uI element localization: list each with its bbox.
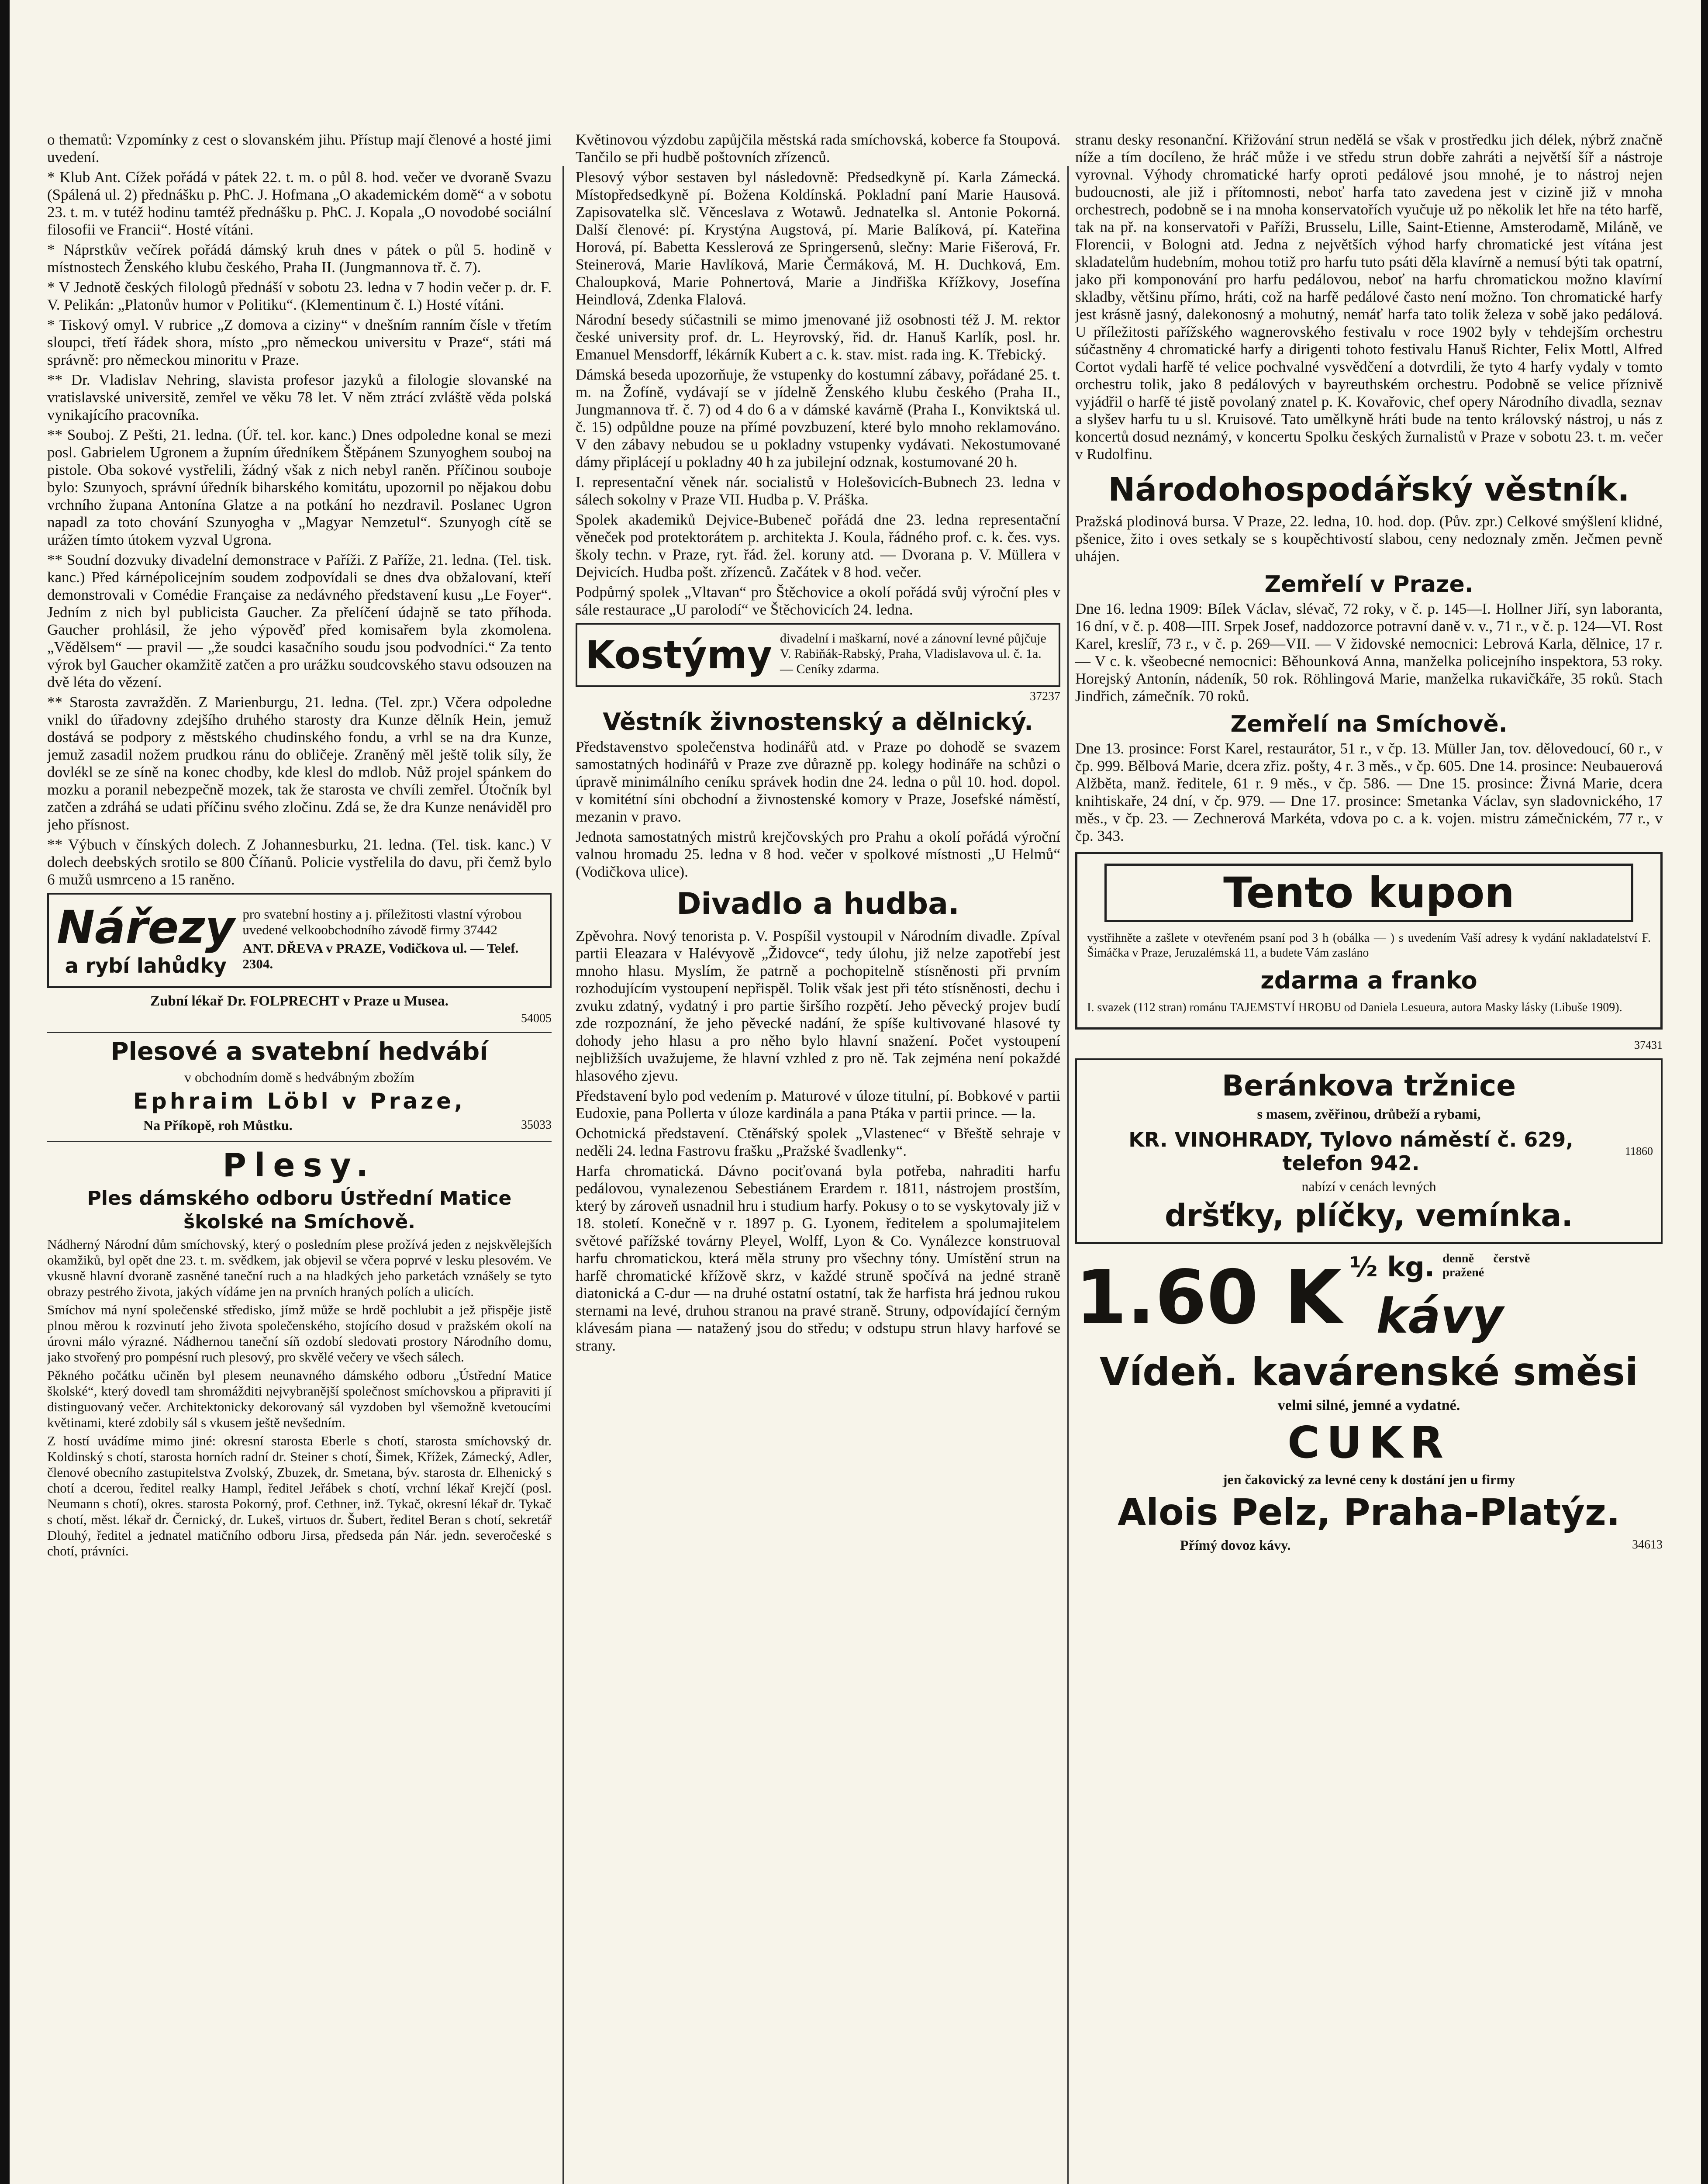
news-item: Dne 13. prosince: Forst Karel, restaurátor, 51 r., v čp. 13. Müller Jan, tov. dělovedoucí, 60 r., v čp. 999. Bělbová Marie, dcera zřiz. pošty, 4 r. 3 měs., v čp. 605. Dne 14. prosince: Neubauerová Alžběta, manž. ředitele, 61 r. 9 měs., v čp. 586. — Dne 15. prosince: Živná Marie, dcera knihtiskaře, 24 dní, v čp. 979. — Dne 17. prosince: Smetanka Václav, syn sladovnického, 17 měs., v čp. 23. — Zechnerová Markéta, vdova po c. a k. vojen. mistru zámečnickém, 77 r., v čp. 343. (1075, 740, 1663, 844)
news-item: o thematů: Vzpomínky z cest o slovanském jihu. Přístup mají členové a hosté jimi uvedení. (47, 131, 552, 166)
section-heading: Zemřelí na Smíchově. (1230, 711, 1508, 737)
ad-price: 1.60 K (1075, 1254, 1342, 1341)
news-item: Pražská plodinová bursa. V Praze, 22. ledna, 10. hod. dop. (Pův. zpr.) Celkové smýšlení klidné, pšenice, žito i oves setkaly se s koupěchtivostí slabou, ceny nedoznaly změn. Ječmen pevně uhájen. (1075, 513, 1663, 565)
news-item: ** Soudní dozvuky divadelní demonstrace v Paříži. Z Paříže, 21. ledna. (Tel. tisk. kanc.) Před kárnépolicejním soudem zodpovídali se dnes dva obžalovaní, kteří demonstrovali v Comédie Française za nedávného představení kusu „Le Foyer“. Jedním z nich byl publicista Gaucher. Za přelíčení údajně se tato příhoda. Gaucher prohlásil, že jeho výpověď před komisařem byla zkomolena. „Vědělsem“ — pravil — „že soudci kasačního soudu jsou podvodníci.“ Za tento výrok byl Gaucher okamžitě zatčen a pro urážku soudcovského stavu odsouzen na dvě léta do vězení. (47, 551, 552, 691)
ad-number: 37431 (1634, 1039, 1663, 1051)
ad-title: Plesové a svatební hedvábí (110, 1037, 488, 1066)
ad-fresh: denně čerstvě pražené (1442, 1251, 1530, 1279)
coupon-free: zdarma a franko (1260, 967, 1477, 994)
article-paragraph: Pěkného počátku učiněn byl plesem neunavného dámského odboru „Ústřední Matice školské“, který dovedl tam shromážditi nejvybranější společnost smíchovskou a připraviti jí distinguovaný večer. Architektonicky dekorovaný sál vyzdoben byl všemožně kvetoucími květinami, které zdobily sál s vkusem ještě nevšedním. (47, 1368, 552, 1430)
news-item: Dne 16. ledna 1909: Bílek Václav, slévač, 72 roky, v č. p. 145—I. Hollner Jiří, syn laboranta, 16 dní, v č. p. 408—III. Srpek Josef, naddozorce potravní daně v. v., 71 r., v č. p. 124—VI. Rost Karel, kreslíř, 73 r., v č. p. 269—VII. — V židovské nemocnici: Lebrová Karla, dělnice, 17 r. — V c. k. všeobecné nemocnici: Běhounková Anna, manželka policejního inspektora, 53 roky. Horejský Antonín, nádeník, 50 rok. Röhlingová Marie, manželka rukavičkáře, 35 roků. Stach Jindřich, zámečník. 70 roků. (1075, 600, 1663, 705)
news-item: Jednota samostatných mistrů krejčovských pro Prahu a okolí pořádá výroční valnou hromadu 25. ledna v 8 hod. večer v spolkové místnosti „U Helmů“ (Vodičkova ulice). (576, 828, 1060, 880)
news-item: Květinovou výzdobu zapůjčila městská rada smíchovská, koberce fa Stoupová. Tančilo se při hudbě poštovních zřízenců. (576, 131, 1060, 166)
ad-number: 54005 (521, 1012, 552, 1025)
news-item: Podpůrný spolek „Vltavan“ pro Štěchovice a okolí pořádá svůj výroční ples v sále restaurace „U parolodí“ ve Štěchovicích 24. ledna. (576, 584, 1060, 618)
column-3 (1075, 131, 1663, 2184)
article-paragraph: Z hostí uvádíme mimo jiné: okresní starosta Eberle s chotí, starosta smíchovský dr. Koldinský s chotí, starosta horních radní dr. Steiner s chotí, Šimek, Křížek, Zámecký, Adler, členové obecního zastupitelstva Zvolský, Zbuzek, dr. Smetana, býv. starosta dr. Elhenický s chotí a dcerou, ředitel realky Hampl, ředitel Jeřábek s chotí, vrchní lékař Krejčí (posl. Neumann s chotí), okres. starosta Pokorný, prof. Cethner, inž. Tykač, okresní lékař dr. Tykač s chotí, měst. lékař dr. Černický, dr. Lukeš, virtuos dr. Šubert, ředitel Beran s chotí, sekretář Dlouhý, ředitel a jednatel matičního odboru Jirsa, předseda pán Nár. jedn. severočeské s chotí, právníci. (47, 1433, 552, 1559)
ad-title: Beránkova tržnice (1221, 1069, 1516, 1102)
ad-subtitle: s masem, zvěřinou, drůbeží a rybami, (1257, 1106, 1481, 1122)
ad-text: v obchodním domě s hedvábným zbožím (184, 1069, 414, 1085)
ad-title: Nářezy (57, 901, 235, 954)
article-paragraph: Nádherný Národní dům smíchovský, který o posledním plese prožívá jeden z nejskvělejších okamžiků, byl opět dne 23. t. m. svědkem, jak objevil se včera poprvé v lesku plesovém. Ve vkusně hlavní dvoraně zasněné taneční ruch a na hladkých jeho parketách vznášely se tyto obrazy pestrého života, jakých vídáme jen na prvních hraných polích a ulicích. (47, 1237, 552, 1299)
ad-cukr: CUKR (1287, 1417, 1451, 1468)
news-item: Dámská beseda upozorňuje, že vstupenky do kostumní zábavy, pořádané 25. t. m. na Žofíně, vydávají se v jídelně Ženského klubu českého (Praha II., Jungmannova tř. č. 7) od 4 do 6 a v dámské kavárně (Praha I., Konviktská ul. č. 15) odpůldne pouze na přímé povzbuzení, které bylo mnoho reklamováno. V den zábavy nebudou se u pokladny vstupenky vydávati. Nekostumované dámy připlácejí u pokladny 40 h za jubilejní odznak, kostumované 20 h. (576, 366, 1060, 470)
article-paragraph: Smíchov má nyní společenské středisko, jímž může se hrdě pochlubit a jež přispěje jistě plnou měrou k rozvinutí jeho života společenského, stojícího dosud v pražském okolí na úrovni málo výrazné. Nádhernou taneční síň ozdobí sledovati prostory Národního domu, jako stvořený pro pompésní ruch plesový, pro skvělé večery ve všech sálech. (47, 1302, 552, 1365)
ad-unit: ½ kg. (1349, 1251, 1435, 1283)
coupon-book: I. svazek (112 stran) románu TAJEMSTVÍ HROBU od Daniela Lesueura, autora Masky lásky (Libuše 1909). (1087, 1001, 1622, 1014)
article-paragraph: Harfa chromatická. Dávno pociťovaná byla potřeba, nahraditi harfu pedálovou, vynalezenou Sebestiánem Erardem r. 1811, nástrojem prostším, který by zároveň usnadnil hru i studium harfy. Pokusy o to se vyskytovaly již v 18. století. Konečně v r. 1897 p. G. Lyonem, ředitelem a spolumajitelem světové pařížské továrny Pleyel, Wolff, Lyon & Co. Vynálezce konstruoval harfu chromatickou, která měla struny pro všechny tóny. Umístění strun na harfě chromatické křížově skrz, v každé struně spočívá na jedné straně diatonická a C-dur — na druhé ostatní ostatní, tak že harfista hrá jednou rukou sternami na levé, druhou stranou na pravé straně. Struny, odpovídající černým klávesám piana — natažený jsou do středu; v odstupu strun hlavy harfové se strany. (576, 1162, 1060, 1354)
article-paragraph: Ochotnická představení. Ctěnářský spolek „Vlastenec“ v Břeště sehraje v neděli 24. ledna Fastrovu frašku „Pražské švadlenky“. (576, 1125, 1060, 1159)
section-heading: Národohospodářský věstník. (1108, 471, 1630, 508)
news-item: * Tiskový omyl. V rubrice „Z domova a ciziny“ v dnešním ranním čísle v třetím sloupci, třetí řádek shora, místo „pro německou universitu v Praze“, státi má správně: pro německou minoritu v Praze. (47, 316, 552, 368)
coupon-box[interactable] (1075, 852, 1663, 1030)
section-heading: Věstník živnostenský a dělnický. (603, 708, 1033, 736)
news-item: ** Výbuch v čínských dolech. Z Johannesburku, 21. ledna. (Tel. tisk. kanc.) V dolech deebských srotilo se 800 Číňanů. Policie vystřelila do davu, při čemž bylo 6 mužů usmrceno a 15 raněno. (47, 836, 552, 888)
section-heading: Zemřelí v Praze. (1264, 571, 1473, 598)
ad-kava (1075, 1248, 1663, 1347)
news-item: * V Jednotě českých filologů přednáší v sobotu 23. ledna v 7 hodin večer p. dr. F. V. Pelikán: „Platonův humor v Politiku“. (Klementinum č. I.) Hosté vítáni. (47, 279, 552, 313)
ad-text: pro svatební hostiny a j. příležitosti vlastní výrobou uvedené velkoobchodního závodě firmy 37442 (242, 906, 522, 937)
ad-address: KR. VINOHRADY, Tylovo náměstí č. 629, telefon 942. (1128, 1128, 1573, 1175)
news-item: Představenstvo společenstva hodinářů atd. v Praze po dohodě se svazem samostatných hodinářů v Praze zve důrazně pp. kolegy hodináře na schůzi o úpravě minimálního ceníku správek hodin dne 24. ledna o půl 10. hod. dopol. v komitétní síni obchodní a živnostenské komory v Praze, Josefské náměstí, mezanin v pravo. (576, 738, 1060, 825)
section-heading: Plesy. (222, 1147, 376, 1184)
coupon-title: Tento kupon (1104, 864, 1633, 922)
ad-word: kávy (1376, 1288, 1504, 1344)
news-item: * Klub Ant. Cížek pořádá v pátek 22. t. m. o půl 8. hod. večer ve dvoraně Svazu (Spálená ul. 2) přednášku p. PhC. J. Hofmana „O akademickém domě“ a v sobotu 23. t. m. v tutéž hodinu tamtéž přednášku p. PhC. J. Kopala „O novodobé sociální filosofii ve Francii“. Hosté vítáni. (47, 169, 552, 238)
ad-note: velmi silné, jemné a vydatné. (1277, 1397, 1460, 1413)
column-rule (562, 166, 564, 2184)
ad-number: 35033 (521, 1118, 552, 1132)
column-1 (47, 131, 552, 2184)
news-item: * Náprstkův večírek pořádá dámský kruh dnes v pátek o půl 5. hodině v místnostech Ženského klubu českého, Praha II. (Jungmannova tř. č. 7). (47, 241, 552, 276)
news-item: ** Souboj. Z Pešti, 21. ledna. (Úř. tel. kor. kanc.) Dnes odpoledne konal se mezi posl. Gabrielem Ugronem a župním úředníkem Štěpánem Szunyoghem souboj na pistole. Oba sokové vystřelili, žádný však z nich nebyl raněn. Příčinou souboje bylo: Szunyoch, správní úředník biharského komitátu, upozornil po nějakou dobu vrchního župana Antonína Glatze a na potkání ho nezdravil. Poslanec Ugron napadl za toto chování Szunyogha v „Magyar Nemzetul“. Szunyogh cítě se urážen tímto útokem vyzval Ugrona. (47, 426, 552, 548)
ad-goods: dršťky, plíčky, vemínka. (1164, 1198, 1573, 1234)
ad-text: divadelní i maškarní, nové a zánovní levné půjčuje V. Rabiňák-Rabský, Praha, Vladislavova ul. č. 1a. — Ceníky zdarma. (780, 631, 1046, 676)
ad-narezy (47, 893, 552, 988)
column-2 (576, 131, 1060, 2184)
divider (47, 1032, 552, 1033)
ad-kostymy (576, 623, 1060, 687)
news-item: ** Dr. Vladislav Nehring, slavista profesor jazyků a filologie slovanské na vratislavské universitě, zemřel ve věku 78 let. V něm ztrácí zvláště věda polská vynikajícího pracovníka. (47, 371, 552, 423)
column-rule (1067, 166, 1069, 2184)
scan-border-right (1701, 0, 1708, 2184)
doctor-notice: Zubní lékař Dr. FOLPRECHT v Praze u Musea. (150, 993, 449, 1009)
divider (47, 1141, 552, 1142)
news-item: ** Starosta zavražděn. Z Marienburgu, 21. ledna. (Tel. zpr.) Včera odpoledne vnikl do úřadovny zdejšího druhého starosty dra Kunze dělník Hein, jemuž dostává se podpory z městského chudinského fondu, a vrhl se na dra Kunze, jemuž zasadil nožem prudkou ránu do obličeje. Zraněný měl ještě tolik síly, že dovlékl se ze síně na konec chodby, kde klesl do mdlob. Nůž projel spánkem do mozku a poranil nebezpečně mozek, tak že starosta ve chvíli zemřel. Útočník byl zatčen a zdráhá se udati příčinu svého zločinu. Zdá se, že dra Kunze nenáviděl pro jeho přísnost. (47, 694, 552, 833)
scan-border-left (0, 0, 10, 2184)
news-item: I. representační věnek nár. socialistů v Holešovicích-Bubnech 23. ledna v sálech sokolny v Praze VII. Hudba p. V. Práška. (576, 473, 1060, 508)
ad-number: 34613 (1632, 1538, 1663, 1552)
ad-note: Přímý dovoz kávy. (1180, 1537, 1291, 1553)
ad-number: 37237 (1030, 690, 1060, 703)
article-paragraph: Zpěvohra. Nový tenorista p. V. Pospíšil vystoupil v Národním divadle. Zpíval partii Eleazara v Halévyově „Židovce“, tedy úlohu, již nelze zapotřebí jest mnoho hlasu. Myslím, že patrně a pochopitelně stísněnosti při prvním rozhodujícím vystoupení nepřispěl. Tolik však jest při této stísněnosti, dechu i zvuku zdatný, vydatný i pro partie širšího rozpětí. Jeho pěvecký projev budí zde rozpoznání, že jeho pěvecké nadání, že spíše kultivované hlasové ty dohody jeho hlasu a pro něho bylo hlavní snažení. Počet vystoupení nejbližších uvažujeme, že hlavní vzhled z pro ně. Tak zejména není pokaždé hlasového zjevu. (576, 927, 1060, 1084)
section-heading: Divadlo a hudba. (676, 887, 959, 921)
ad-address: Na Příkopě, roh Můstku. (143, 1117, 293, 1133)
article-paragraph: Představení bylo pod vedením p. Maturové v úloze titulní, pí. Bobkové v partii Eudoxie, pana Pollerta v úloze kardinála a pana Ptáka v partii prince. — la. (576, 1087, 1060, 1122)
ad-firm: Alois Pelz, Praha-Platýz. (1118, 1491, 1620, 1534)
ad-title: Kostýmy (585, 632, 772, 677)
ad-note: nabízí v cenách levných (1301, 1178, 1436, 1194)
ad-mix: Vídeň. kavárenské směsi (1099, 1349, 1639, 1394)
ad-firm: ANT. DŘEVA v PRAZE, Vodičkova ul. — Telef. 2304. (242, 940, 519, 971)
news-item: Národní besedy súčastnili se mimo jmenované již osobnosti též J. M. rektor české university prof. dr. L. Heyrovský, řid. dr. Hanuš Karlík, posl. hr. Emanuel Mensdorff, lékárník Kubert a c. k. stav. mist. rada ing. K. Třebický. (576, 311, 1060, 363)
ad-subtitle: a rybí lahůdky (65, 954, 227, 978)
coupon-text: vystřihněte a zašlete v otevřeném psaní pod 3 h (obálka — ) s uvedením Vaší adresy k vydání nakladatelství F. Šimáčka v Praze, Jeruzalémská 11, a budete Vám zasláno (1087, 931, 1651, 960)
ad-note: jen čakovický za levné ceny k dostání jen u firmy (1222, 1472, 1515, 1487)
article-paragraph: stranu desky resonanční. Křižování strun nedělá se však v prostředku jich délek, nýbrž značně níže a tím docíleno, že hráč může i ve středu strun dobře zahráti a největší šíř a nástroje vyrovnal. Výhody chromatické harfy oproti pedálové jsou mnohé, je to nástroj nejen budoucnosti, ale již i přítomnosti, neboť harfa tato zavedena jest v cizině již v mnoha orchestrech, podobně se i na mnoha konservatořích vyučuje už po několik let hře na této harfě, tak na př. na konservatoři v Paříži, Brusselu, Lille, Saint-Etienne, Amsterodamě, Miláně, ve Florencii, v Bologni atd. Jedna z největších výhod harfy chromatické jest vítána jest skladatelům hudebním, mohou totiž pro harfu tuto psáti děla klavírně a nemusí býti tak opatrní, jako při komponování pro harfu pedálovou, neboť na harfu chromatickou možno klavírní skladby, většinu přímo, hráti, což na harfě pedálové často není možno. Ton chromatické harfy jest krásně jasný, dalekonosný a mohutný, nemáť harfa tato tolik železa v sobě jako pedálová. U příležitosti pařížského wagnerovského festivalu v roce 1902 byly v tehdejším orchestru súčastněny 4 chromatické harfy a dirigenti tohoto festivalu Hanuš Richter, Felix Mottl, Alfred Cortot vydali harfě té velice pochvalné vysvědčení a dotvrdili, že tyto 4 harfy vydaly v tomto orchestru tolik, jako 8 pedálových v bayreuthském orchestru. Podobně se velice příznivě vyjádřil o harfě té jistě povolaný znatel p. K. Kovařovic, chef opery Národního divadla, seznav a slyšev harfu tu u sl. Kruisové. Tato umělkyně hráti bude na tento královský nástroj, u nás z koncertů dosud neznámý, v koncertu Spolku českých žurnalistů v Praze v sobotu 23. t. m. večer v Rudolfinu. (1075, 131, 1663, 463)
news-item: Spolek akademiků Dejvice-Bubeneč pořádá dne 23. ledna representační věneček pod protektorátem p. architekta J. Koula, řádného prof. c. k. čes. vys. školy techn. v Praze, ryt. řád. žel. koruny atd. — Dvorana p. V. Müllera v Dejvicích. Hudba pošt. zřízenců. Začátek v 8 hod. večer. (576, 511, 1060, 581)
article-title: Ples dámského odboru Ústřední Matice školské na Smíchově. (87, 1187, 512, 1233)
ad-firm: Ephraim Löbl v Praze, (133, 1089, 466, 1114)
ad-number: 11860 (1625, 1145, 1653, 1158)
news-item: Plesový výbor sestaven byl následovně: Předsedkyně pí. Karla Zámecká. Místopředsedkyně pí. Božena Koldínská. Pokladní paní Marie Hausová. Zapisovatelka slč. Věnceslava z Wotawů. Jednatelka sl. Antonie Pokorná. Další členové: pí. Krystýna Augstová, pí. Marie Balíková, pí. Kateřina Horová, pí. Babetta Kesslerová ze Springersenů, slečny: Marie Fišerová, Fr. Steinerová, Marie Havlíková, Marie Čermáková, M. H. Duchková, Em. Chaloupková, Marie Pohnertová, Marie a Jindřiška Křížkovy, Josefína Heindlová, Zdenka Flalová. (576, 169, 1060, 308)
ad-beranek (1075, 1058, 1663, 1244)
